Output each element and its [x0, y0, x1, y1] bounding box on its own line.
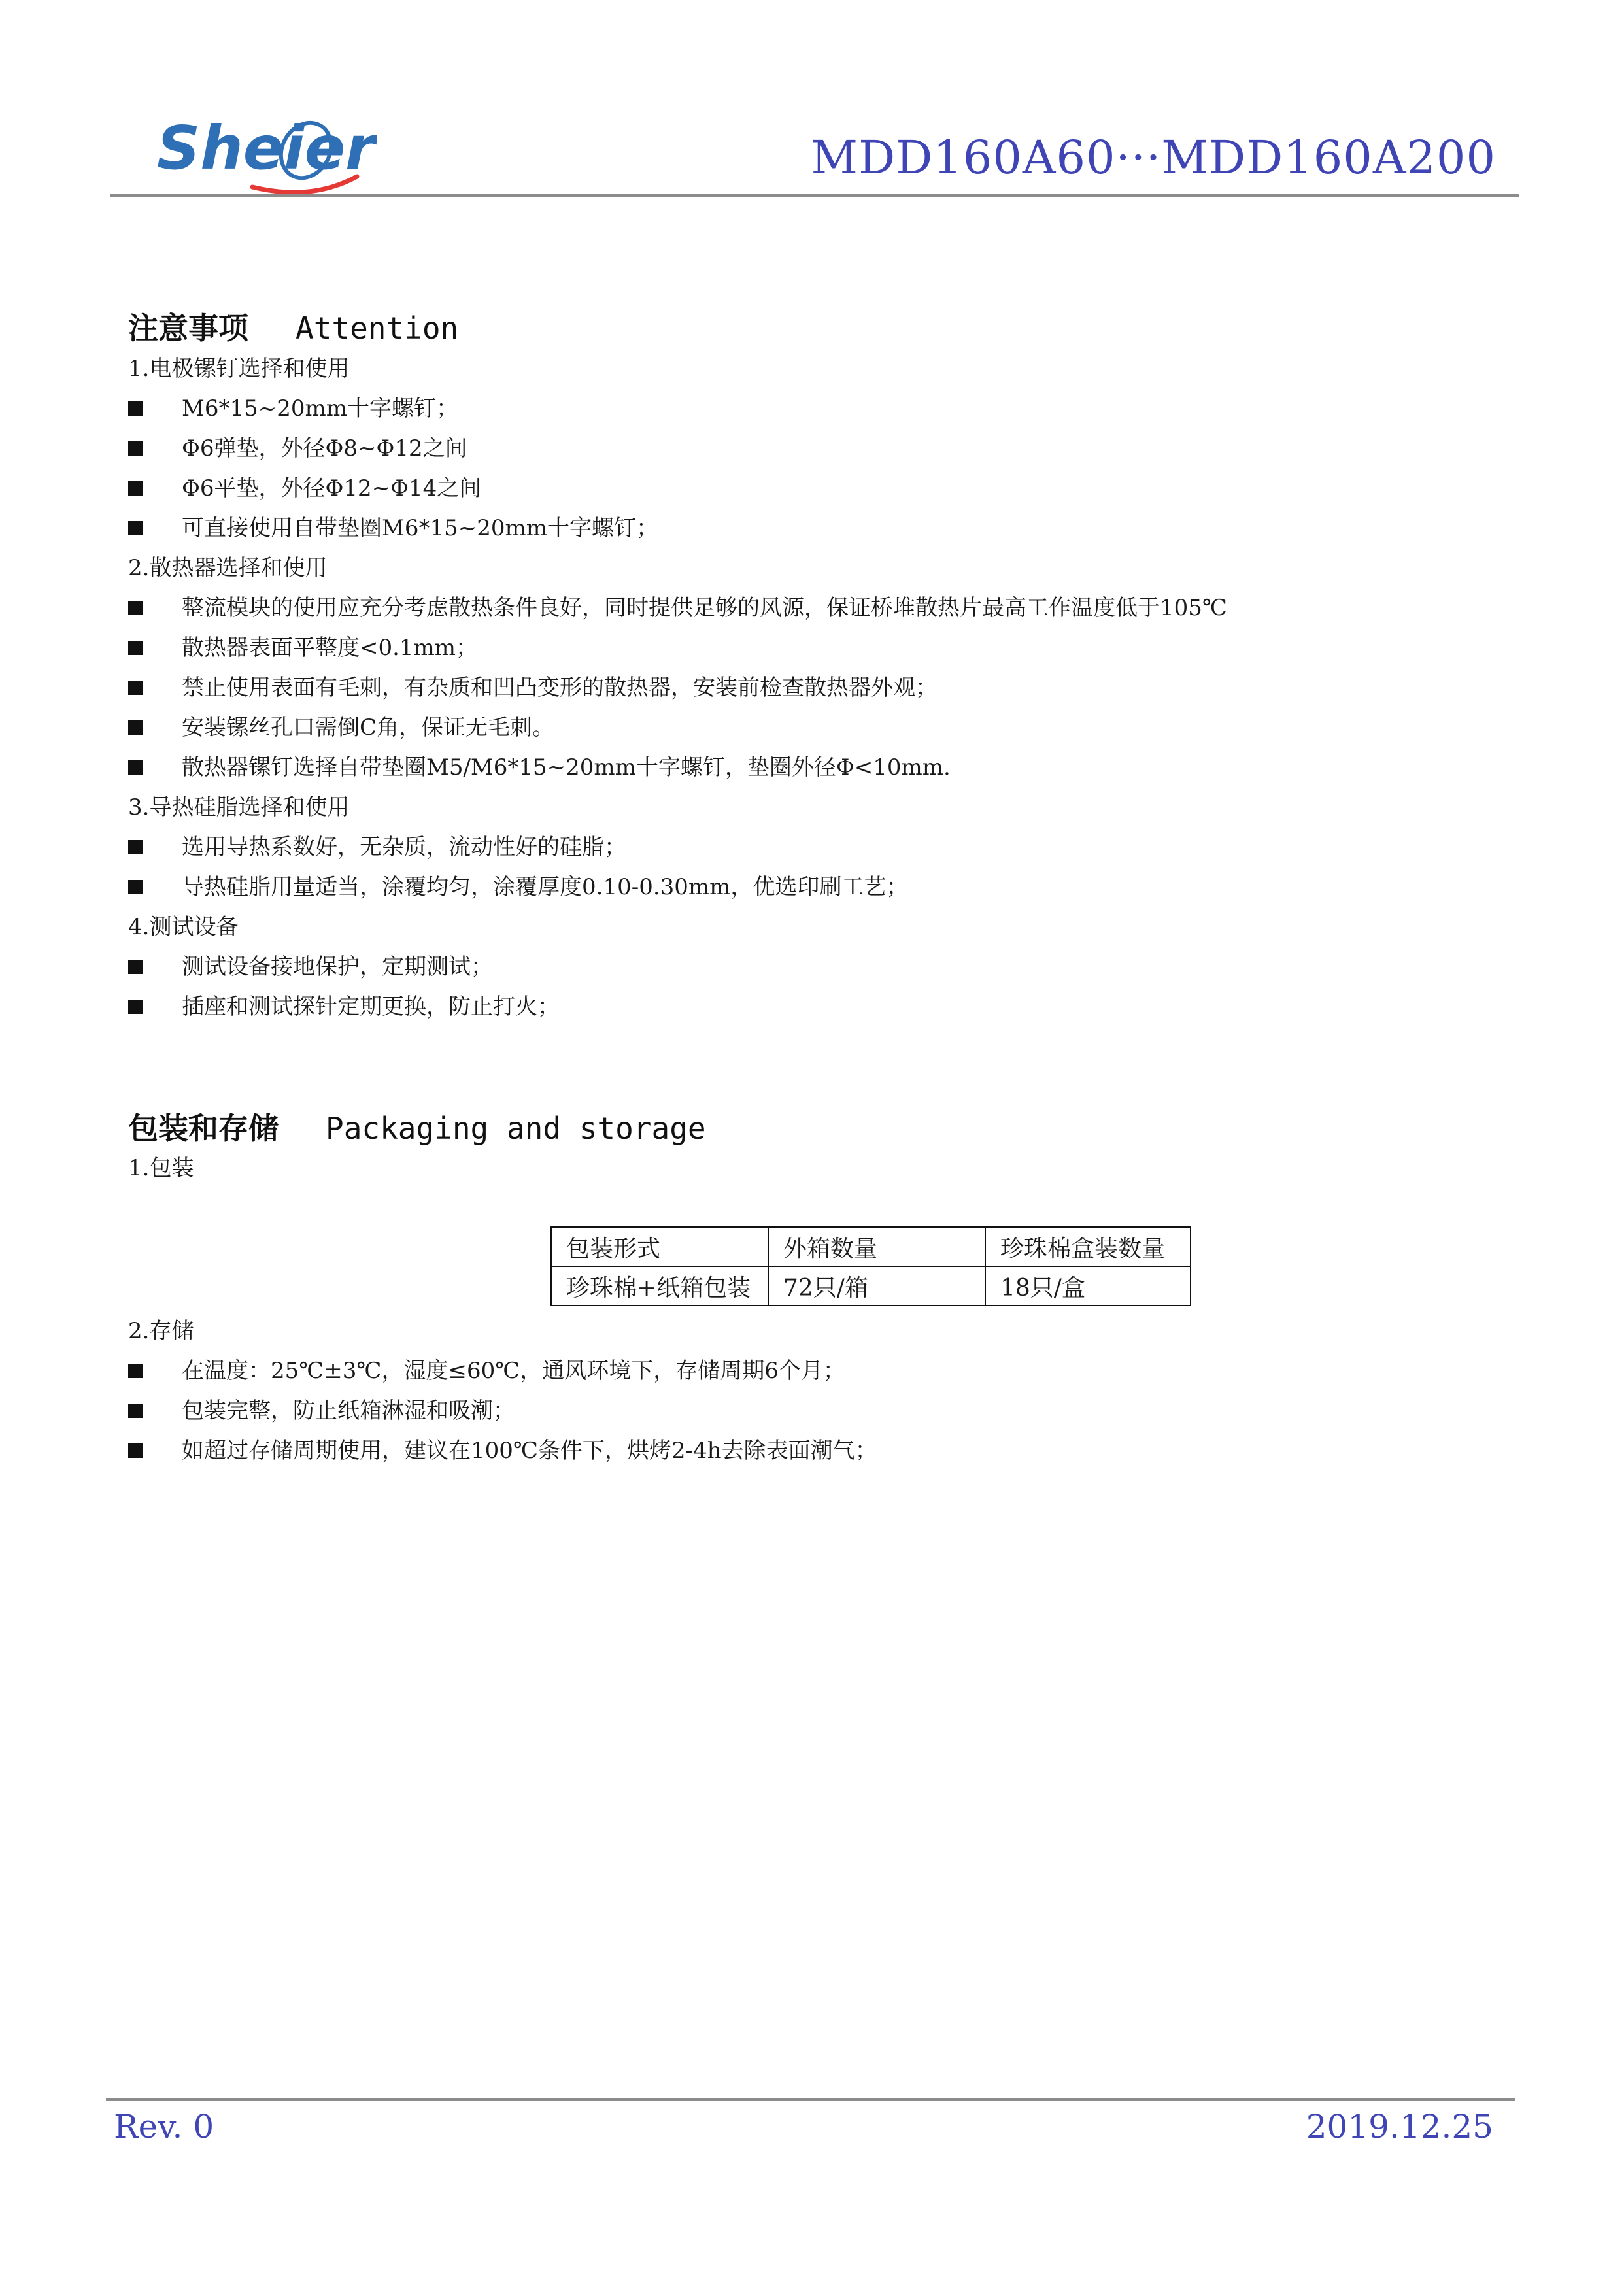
attention-line-text: 选用导热系数好，无杂质，流动性好的硅脂； — [182, 834, 626, 860]
packaging-table — [550, 1226, 1191, 1306]
storage-line-text: 如超过存储周期使用，建议在100℃条件下，烘烤2-4h去除表面潮气； — [182, 1438, 877, 1464]
packaging-title-en: Packaging and storage — [326, 1111, 706, 1146]
bullet-square-icon — [128, 521, 143, 535]
bullet-square-icon — [128, 720, 143, 735]
bullet-square-icon — [128, 481, 143, 496]
attention-line-text: 安装镙丝孔口需倒C角，保证无毛刺。 — [182, 715, 555, 741]
table-header-cell: 包装形式 — [551, 1227, 768, 1266]
table-header-row — [551, 1227, 1191, 1266]
bullet-square-icon — [128, 840, 143, 854]
attention-line-text: 测试设备接地保护，定期测试； — [182, 954, 493, 980]
attention-line-text: 散热器镙钉选择自带垫圈M5/M6*15~20mm十字螺钉，垫圈外径Φ<10mm. — [182, 754, 951, 781]
footer-divider — [106, 2098, 1515, 2101]
attention-title-en: Attention — [296, 311, 459, 346]
revision-label: Rev. 0 — [114, 2108, 214, 2146]
svg-text:Sheier: Sheier — [157, 113, 375, 183]
header-divider — [110, 194, 1519, 197]
table-cell: 18只/盒 — [985, 1266, 1191, 1306]
table-cell: 72只/箱 — [768, 1266, 985, 1306]
bullet-square-icon — [128, 601, 143, 615]
bullet-square-icon — [128, 441, 143, 456]
attention-line-text: Φ6平垫，外径Φ12~Φ14之间 — [182, 475, 482, 501]
attention-line-text: 散热器表面平整度<0.1mm； — [182, 635, 479, 661]
attention-line-text: 插座和测试探针定期更换，防止打火； — [182, 994, 560, 1020]
attention-line — [128, 996, 560, 1018]
attention-line — [128, 397, 458, 420]
attention-title-cn: 注意事项 — [128, 311, 248, 346]
storage-line — [128, 1440, 877, 1462]
table-header-cell: 外箱数量 — [768, 1227, 985, 1266]
bullet-square-icon — [128, 760, 143, 775]
attention-line: 4.测试设备 — [128, 914, 239, 940]
attention-line-text: 导热硅脂用量适当，涂覆均匀，涂覆厚度0.10-0.30mm，优选印刷工艺； — [182, 874, 909, 900]
bullet-square-icon — [128, 1443, 143, 1458]
attention-line-text: M6*15~20mm十字螺钉； — [182, 396, 458, 422]
table-header-cell: 珍珠棉盒装数量 — [985, 1227, 1191, 1266]
attention-line — [128, 756, 951, 779]
bullet-square-icon — [128, 1404, 143, 1418]
revision-date: 2019.12.25 — [1306, 2108, 1493, 2146]
attention-line: 3.导热硅脂选择和使用 — [128, 794, 350, 820]
attention-line — [128, 717, 554, 739]
table-cell: 珍珠棉+纸箱包装 — [551, 1266, 768, 1306]
storage-subheading: 2.存储 — [128, 1318, 194, 1344]
document-title: MDD160A60···MDD160A200 — [811, 131, 1496, 184]
attention-line: 2.散热器选择和使用 — [128, 555, 328, 581]
bullet-square-icon — [128, 401, 143, 416]
bullet-square-icon — [128, 880, 143, 894]
attention-line — [128, 956, 493, 978]
attention-line-text: 整流模块的使用应充分考虑散热条件良好，同时提供足够的风源，保证桥堆散热片最高工作温度低于105℃ — [182, 595, 1227, 621]
packaging-section-title — [128, 1105, 706, 1148]
storage-line-text: 在温度：25℃±3℃，湿度≤60℃，通风环境下，存储周期6个月； — [182, 1358, 845, 1384]
attention-section-title — [128, 305, 458, 348]
bullet-square-icon — [128, 641, 143, 655]
table-row — [551, 1266, 1191, 1306]
attention-line — [128, 597, 1227, 619]
attention-line — [128, 677, 938, 699]
attention-line — [128, 637, 478, 659]
storage-line-text: 包装完整，防止纸箱淋湿和吸潮； — [182, 1398, 515, 1424]
attention-line — [128, 836, 626, 858]
packaging-title-cn: 包装和存储 — [128, 1111, 279, 1146]
bullet-square-icon — [128, 681, 143, 695]
attention-line-text: 可直接使用自带垫圈M6*15~20mm十字螺钉； — [182, 515, 658, 541]
attention-line — [128, 437, 467, 460]
packaging-subheading: 1.包装 — [128, 1155, 194, 1181]
bullet-square-icon — [128, 1364, 143, 1378]
company-logo — [154, 103, 377, 201]
attention-line — [128, 517, 658, 539]
attention-line — [128, 477, 481, 499]
attention-line-text: 禁止使用表面有毛刺，有杂质和凹凸变形的散热器，安装前检查散热器外观； — [182, 675, 938, 701]
storage-line — [128, 1400, 515, 1422]
attention-line — [128, 876, 908, 898]
attention-line-text: Φ6弹垫，外径Φ8~Φ12之间 — [182, 435, 467, 462]
bullet-square-icon — [128, 1000, 143, 1014]
storage-line — [128, 1360, 845, 1382]
attention-line: 1.电极镙钉选择和使用 — [128, 356, 350, 382]
bullet-square-icon — [128, 960, 143, 974]
